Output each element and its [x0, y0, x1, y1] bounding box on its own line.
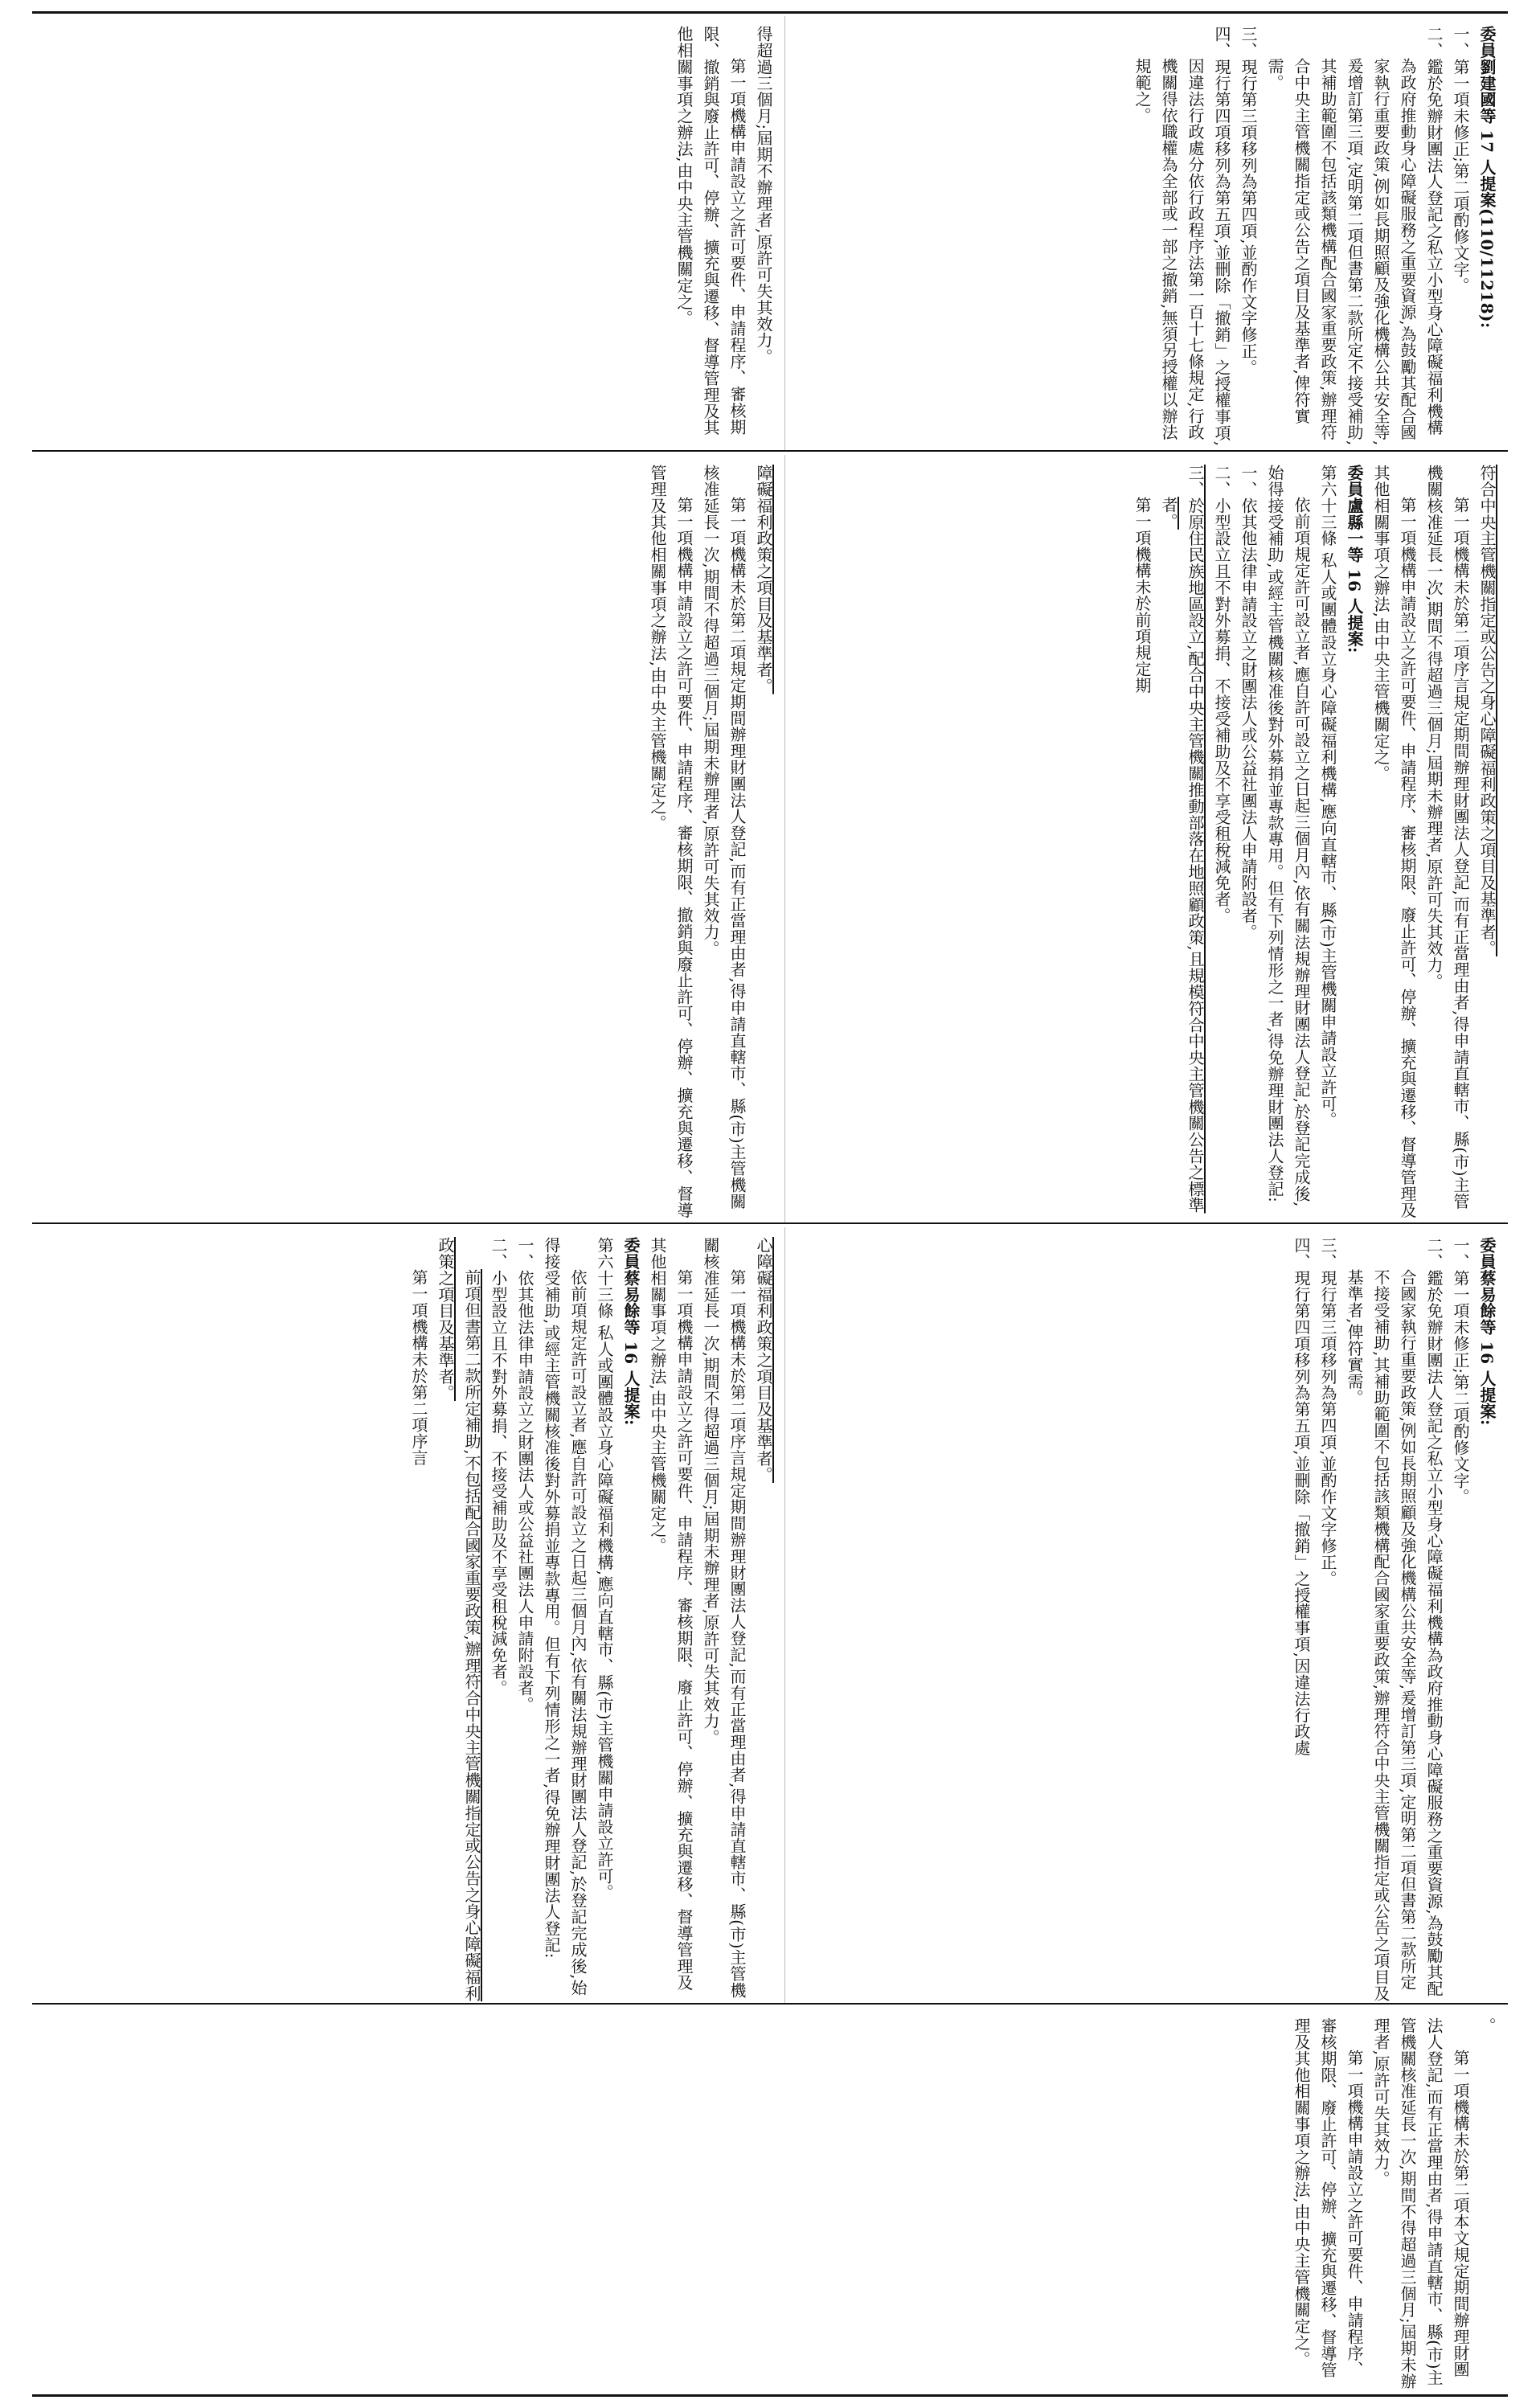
explanation-item: 三、現行第三項移列為第四項,並酌作文字修正。 — [1239, 26, 1258, 376]
band4-column — [32, 2008, 1508, 2390]
clause-item: 三、於原住民族地區設立,配合中央主管機關推動部落在地照顧政策,且規模符合中央主管機關公告之標準者。 — [1159, 465, 1205, 1214]
clause-paragraph: 第一項機構未於第二項序言 — [409, 1269, 428, 1466]
proposal-title: 委員蔡易餘等 16 人提案: — [1477, 1237, 1497, 1426]
clause-paragraph: 第一項機構申請設立之許可要件、申請程序、審核期限、廢止許可、停辦、擴充與遷移、督導管理及其他相關事項之辦法,由中央主管機關定之。 — [1292, 2017, 1364, 2378]
band-1 — [32, 16, 1508, 452]
band-3 — [32, 1227, 1508, 2005]
article-text: 第六十三條 私人或團體設立身心障礙福利機構,應向直轄市、縣(市)主管機關申請設立許可。 — [1318, 465, 1337, 1128]
band2-right-column — [784, 455, 1508, 1222]
article-text: 第六十三條 私人或團體設立身心障礙福利機構,應向直轄市、縣(市)主管機關申請設立許可。 — [595, 1237, 614, 1901]
clause-paragraph: 第一項機構申請設立之許可要件、申請程序、審核期限、廢止許可、停辦、擴充與遷移、督導管理及其他相關事項之辦法,由中央主管機關定之。 — [1371, 465, 1417, 1218]
clause-paragraph: 符合中央主管機關指定或公告之身心障礙福利政策之項目及基準者。 — [1477, 465, 1497, 956]
clause-paragraph: 前項但書第二款所定補助,不包括配合國家重要政策,辦理符合中央主管機關指定或公告之身心障礙福利政策之項目及基準者。 — [436, 1237, 481, 2002]
clause-paragraph: 第一項機構未於第二項序言規定期間辦理財團法人登記,而有正當理由者,得申請直轄市、縣(市)主管機關核准延長一次,期間不得超過三個月;屆期未辦理者,原許可失其效力。 — [1424, 465, 1470, 1210]
explanation-item: 一、第一項未修正;第二項酌修文字。 — [1451, 1237, 1470, 1505]
proposal-title: 委員盧縣一等 16 人提案: — [1345, 465, 1364, 653]
band1-left-column — [32, 16, 784, 450]
proposal-title: 委員蔡易餘等 16 人提案: — [621, 1237, 641, 1426]
clause-paragraph: 第一項機構未於前項規定期 — [1132, 497, 1152, 694]
explanation-item: 一、第一項未修正;第二項酌修文字。 — [1451, 26, 1470, 294]
clause-item: 二、小型設立且不對外募捐、不接受補助及不享受租稅減免者。 — [1212, 465, 1231, 924]
clause-paragraph: 第一項機構申請設立之許可要件、申請程序、審核期限、廢止許可、停辦、擴充與遷移、督導管理及其他相關事項之辦法,由中央主管機關定之。 — [648, 1237, 694, 1991]
band2-left-column — [32, 455, 784, 1222]
clause-paragraph: 第一項機構未於第二項本文規定期間辦理財團法人登記,而有正當理由者,得申請直轄市、縣(市)主管機關核准延長一次,期間不得超過三個月;屆期未辦理者,原許可失其效力。 — [1371, 2017, 1470, 2390]
clause-item: 一、依其他法律申請設立之財團法人或公益社團法人申請附設者。 — [515, 1237, 534, 1713]
clause-item: 二、小型設立且不對外募捐、不接受補助及不享受租稅減免者。 — [489, 1237, 508, 1697]
clause-paragraph: 依前項規定許可設立者,應自許可設立之日起三個月內,依有關法規辦理財團法人登記,於登記完成後,始得接受補助,或經主管機關核准後對外募捐並專款專用。但有下列情形之一者,得免辦理財團法人登記: — [1265, 465, 1311, 1207]
band-2 — [32, 455, 1508, 1224]
band3-right-column — [784, 1227, 1508, 2003]
clause-item: 一、依其他法律申請設立之財團法人或公益社團法人申請附設者。 — [1239, 465, 1258, 940]
explanation-item: 三、現行第三項移列為第四項,並酌作文字修正。 — [1318, 1237, 1337, 1587]
band3-left-column — [32, 1227, 784, 2003]
top-rule — [32, 11, 1508, 14]
clause-paragraph: 第一項機構未於第二項序言規定期間辦理財團法人登記,而有正當理由者,得申請直轄市、縣(市)主管機關核准延長一次,期間不得超過三個月;屆期未辦理者,原許可失其效力。 — [701, 1237, 747, 1999]
clause-paragraph: 。 — [1477, 2017, 1497, 2034]
clause-paragraph: 得超過三個月;屆期不辦理者,原許可失其效力。 — [754, 26, 773, 365]
clause-paragraph: 依前項規定許可設立者,應自許可設立之日起三個月內,依有關法規辦理財團法人登記,於登記完成後,始得接受補助,或經主管機關核准後對外募捐並專款專用。但有下列情形之一者,得免辦理財團法人登記: — [542, 1237, 588, 1996]
clause-paragraph: 第一項機構申請設立之許可要件、申請程序、審核期限、撤銷與廢止許可、停辦、擴充與遷移、督導管理及其他相關事項之辦法,由中央主管機關定之。 — [674, 26, 747, 436]
proposal-title: 委員劉建國等 17 人提案(110/11218): — [1477, 26, 1497, 329]
explanation-item: 四、現行第四項移列為第五項,並刪除「撤銷」之授權事項,因違法行政處 — [1292, 1237, 1311, 1756]
clause-paragraph: 第一項機構申請設立之許可要件、申請程序、審核期限、撤銷與廢止許可、停辦、擴充與遷移、督導管理及其他相關事項之辦法,由中央主管機關定之。 — [648, 465, 694, 1218]
explanation-item: 二、鑑於免辦財團法人登記之私立小型身心障礙福利機構為政府推動身心障礙服務之重要資源,為鼓勵其配合國家執行重要政策,例如長期照顧及強化機構公共安全等,爰增訂第三項,定明第二項但書第二款所定不接受補助,其補助範圍不包括該類機構配合國家重要政策,辦理符合中央主管機關指定或公告之項目及基準者,俾符實需。 — [1345, 1237, 1444, 2002]
band1-right-column — [784, 16, 1508, 450]
explanation-item: 二、鑑於免辦財團法人登記之私立小型身心障礙福利機構為政府推動身心障礙服務之重要資源,為鼓勵其配合國家執行重要政策,例如長期照顧及強化機構公共安全等,爰增訂第三項,定明第二項但書第二款所定不接受補助,其補助範圍不包括該類機構配合國家重要政策,辦理符合中央主管機關指定或公告之項目及基準者,俾符實需。 — [1265, 26, 1444, 446]
clause-paragraph: 心障礙福利政策之項目及基準者。 — [754, 1237, 773, 1483]
band-4 — [32, 2008, 1508, 2390]
bottom-rule — [32, 2394, 1508, 2397]
explanation-item: 四、現行第四項移列為第五項,並刪除「撤銷」之授權事項,因違法行政處分依行政程序法第一百十七條規定,行政機關得依職權為全部或一部之撤銷,無須另授權以辦法規範之。 — [1132, 26, 1231, 447]
clause-paragraph: 第一項機構未於第二項規定期間辦理財團法人登記,而有正當理由者,得申請直轄市、縣(市)主管機關核准延長一次,期間不得超過三個月;屆期未辦理者,原許可失其效力。 — [701, 465, 747, 1210]
clause-paragraph: 障礙福利政策之項目及基準者。 — [754, 465, 773, 694]
